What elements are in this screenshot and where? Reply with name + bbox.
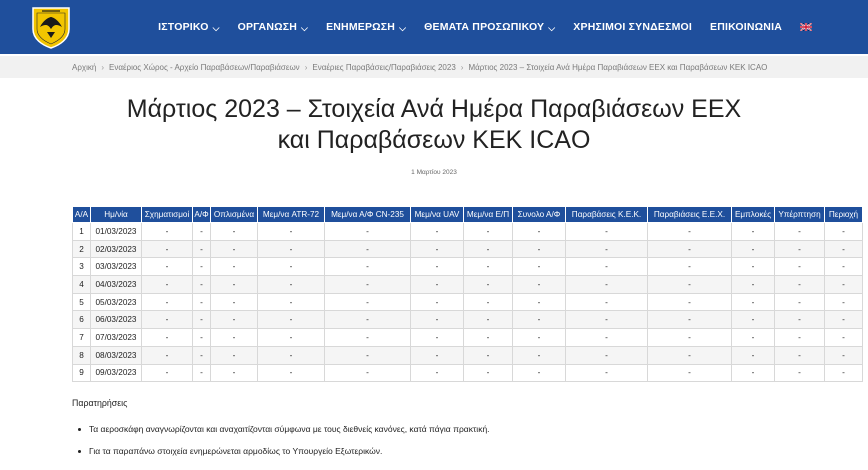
table-cell: - <box>648 311 732 329</box>
chevron-down-icon: ⌵ <box>301 22 309 33</box>
table-cell: - <box>258 329 325 347</box>
table-cell: - <box>566 311 648 329</box>
table-cell: - <box>825 311 863 329</box>
column-header: Μεμ/να UAV <box>411 207 464 223</box>
column-header: Ημ/νία <box>91 207 142 223</box>
table-cell: - <box>464 276 513 294</box>
table-row <box>73 258 863 276</box>
table-cell: - <box>775 329 825 347</box>
table-cell: 07/03/2023 <box>91 329 142 347</box>
table-cell: - <box>775 364 825 382</box>
table-cell: - <box>325 311 411 329</box>
table-cell: - <box>325 240 411 258</box>
table-cell: - <box>193 364 211 382</box>
table-cell: - <box>775 293 825 311</box>
table-cell: - <box>211 311 258 329</box>
table-cell: - <box>732 364 775 382</box>
table-row <box>73 329 863 347</box>
table-cell: - <box>464 223 513 241</box>
table-cell: - <box>142 258 193 276</box>
table-cell: - <box>411 240 464 258</box>
table-cell: - <box>825 346 863 364</box>
page-title-line2: και Παραβάσεων ΚΕΚ ICAO <box>277 126 591 154</box>
table-cell: - <box>258 223 325 241</box>
table-cell: - <box>258 346 325 364</box>
table-cell: - <box>211 258 258 276</box>
table-row <box>73 240 863 258</box>
nav-item-label: ΧΡΗΣΙΜΟΙ ΣΥΝΔΕΣΜΟΙ <box>573 21 693 33</box>
table-cell: - <box>464 240 513 258</box>
column-header: Α/Φ <box>193 207 211 223</box>
table-cell: - <box>825 276 863 294</box>
table-cell: - <box>513 364 566 382</box>
table-cell: - <box>193 223 211 241</box>
violations-table-wrapper <box>72 206 859 382</box>
column-header: Οπλισμένα <box>211 207 258 223</box>
table-cell: 7 <box>73 329 91 347</box>
column-header: Παραβάσεις Κ.Ε.Κ. <box>566 207 648 223</box>
table-cell: 05/03/2023 <box>91 293 142 311</box>
column-header: Μεμ/να Α/Φ CN-235 <box>325 207 411 223</box>
table-cell: - <box>513 293 566 311</box>
table-cell: - <box>142 223 193 241</box>
table-cell: - <box>258 311 325 329</box>
table-cell: - <box>732 293 775 311</box>
table-cell: - <box>211 329 258 347</box>
table-cell: - <box>648 240 732 258</box>
table-row <box>73 311 863 329</box>
breadcrumb-separator: › <box>304 63 308 72</box>
table-cell: - <box>732 258 775 276</box>
table-cell: - <box>732 240 775 258</box>
column-header: Α/Α <box>73 207 91 223</box>
table-cell: - <box>513 223 566 241</box>
air-force-shield-logo[interactable] <box>30 5 72 49</box>
table-cell: 4 <box>73 276 91 294</box>
page-title-line1: Μάρτιος 2023 – Στοιχεία Ανά Ημέρα Παραβιάσεων ΕΕΧ <box>126 95 742 123</box>
table-cell: - <box>193 311 211 329</box>
nav-item-2[interactable] <box>238 0 308 54</box>
table-cell: - <box>513 329 566 347</box>
table-cell: 03/03/2023 <box>91 258 142 276</box>
table-cell: - <box>211 293 258 311</box>
table-cell: - <box>142 364 193 382</box>
chevron-down-icon: ⌵ <box>548 22 556 33</box>
table-cell: - <box>325 329 411 347</box>
breadcrumb <box>0 56 868 78</box>
site-header <box>0 0 868 54</box>
table-cell: - <box>648 364 732 382</box>
table-cell: - <box>566 293 648 311</box>
table-cell: - <box>566 276 648 294</box>
nav-item-6[interactable] <box>710 0 782 54</box>
table-cell: 2 <box>73 240 91 258</box>
table-cell: - <box>464 364 513 382</box>
table-cell: - <box>825 258 863 276</box>
nav-item-label: ΘΕΜΑΤΑ ΠΡΟΣΩΠΙΚΟΥ <box>424 21 545 33</box>
table-cell: - <box>464 258 513 276</box>
table-cell: - <box>258 258 325 276</box>
table-cell: - <box>732 346 775 364</box>
table-cell: - <box>513 311 566 329</box>
table-cell: - <box>258 240 325 258</box>
breadcrumb-item-3[interactable]: Εναέριες Παραβάσεις/Παραβιάσεις 2023 <box>312 63 456 72</box>
table-cell: - <box>464 293 513 311</box>
column-header: Υπέρπτηση <box>775 207 825 223</box>
table-cell: - <box>193 258 211 276</box>
table-cell: - <box>775 258 825 276</box>
table-cell: - <box>193 276 211 294</box>
table-cell: - <box>825 293 863 311</box>
notes-heading: Παρατηρήσεις <box>72 398 128 408</box>
violations-table <box>72 206 863 382</box>
table-cell: - <box>566 223 648 241</box>
table-row <box>73 364 863 382</box>
table-cell: - <box>411 293 464 311</box>
table-cell: - <box>566 364 648 382</box>
table-cell: 6 <box>73 311 91 329</box>
nav-item-1[interactable] <box>158 0 219 54</box>
table-cell: - <box>464 311 513 329</box>
table-cell: - <box>325 276 411 294</box>
table-cell: - <box>464 346 513 364</box>
breadcrumb-separator: › <box>460 63 464 72</box>
column-header: Σχηματισμοί <box>142 207 193 223</box>
post-date: 1 Μαρτίου 2023 <box>411 169 457 176</box>
note-item <box>72 424 490 434</box>
table-cell: - <box>775 346 825 364</box>
breadcrumb-item-2[interactable]: Εναέριος Χώρος - Αρχείο Παραβάσεων/Παραβιάσεων <box>108 63 300 72</box>
table-cell: - <box>411 329 464 347</box>
table-cell: 02/03/2023 <box>91 240 142 258</box>
table-cell: 06/03/2023 <box>91 311 142 329</box>
table-cell: - <box>732 311 775 329</box>
nav-item-label: ΕΝΗΜΕΡΩΣΗ <box>326 21 396 33</box>
main-nav <box>158 0 868 54</box>
table-header-row <box>73 207 863 223</box>
breadcrumb-separator: › <box>101 63 104 72</box>
table-cell: 08/03/2023 <box>91 346 142 364</box>
table-cell: - <box>648 258 732 276</box>
table-cell: 3 <box>73 258 91 276</box>
table-cell: - <box>566 329 648 347</box>
table-cell: - <box>825 223 863 241</box>
nav-item-label: ΙΣΤΟΡΙΚΟ <box>158 21 209 33</box>
note-item <box>72 446 490 456</box>
table-cell: - <box>648 293 732 311</box>
notes-list <box>72 424 490 468</box>
table-cell: - <box>825 329 863 347</box>
table-cell: - <box>325 293 411 311</box>
table-cell: 04/03/2023 <box>91 276 142 294</box>
table-cell: - <box>648 223 732 241</box>
table-cell: - <box>566 240 648 258</box>
table-cell: - <box>211 276 258 294</box>
table-cell: - <box>325 364 411 382</box>
table-cell: - <box>775 223 825 241</box>
note-text: Για τα παραπάνω στοιχεία ενημερώνεται αρμοδίως το Υπουργείο Εξωτερικών. <box>89 446 383 456</box>
column-header: Παραβιάσεις Ε.Ε.Χ. <box>648 207 732 223</box>
table-cell: - <box>513 346 566 364</box>
table-cell: - <box>464 329 513 347</box>
table-cell: - <box>211 346 258 364</box>
table-cell: - <box>411 364 464 382</box>
page-title <box>100 94 768 156</box>
table-cell: - <box>325 258 411 276</box>
nav-item-5[interactable] <box>573 0 692 54</box>
table-cell: - <box>142 329 193 347</box>
table-cell: - <box>411 311 464 329</box>
table-row <box>73 223 863 241</box>
table-cell: - <box>193 346 211 364</box>
table-cell: - <box>775 311 825 329</box>
table-cell: - <box>513 240 566 258</box>
table-cell: - <box>142 346 193 364</box>
nav-item-label: ΟΡΓΑΝΩΣΗ <box>237 21 298 33</box>
table-cell: - <box>211 364 258 382</box>
uk-flag-icon[interactable] <box>800 0 812 54</box>
table-cell: - <box>193 329 211 347</box>
table-cell: 8 <box>73 346 91 364</box>
table-cell: - <box>325 346 411 364</box>
column-header: Συνολο Α/Φ <box>513 207 566 223</box>
chevron-down-icon: ⌵ <box>212 22 220 33</box>
table-cell: - <box>732 223 775 241</box>
column-header: Εμπλοκές <box>732 207 775 223</box>
table-cell: - <box>411 346 464 364</box>
table-row <box>73 293 863 311</box>
table-cell: - <box>775 276 825 294</box>
table-cell: - <box>142 311 193 329</box>
table-cell: - <box>566 346 648 364</box>
table-cell: 1 <box>73 223 91 241</box>
breadcrumb-item-1[interactable]: Αρχική <box>72 63 97 72</box>
table-cell: 9 <box>73 364 91 382</box>
note-text: Τα αεροσκάφη αναγνωρίζονται και αναχαιτίζονται σύμφωνα με τους διεθνείς κανόνες, κατά πάγια πρακτική. <box>89 424 490 434</box>
table-cell: - <box>258 293 325 311</box>
table-cell: 5 <box>73 293 91 311</box>
table-cell: - <box>648 276 732 294</box>
bullet-icon <box>78 450 81 453</box>
chevron-down-icon: ⌵ <box>399 22 407 33</box>
table-cell: - <box>732 276 775 294</box>
table-cell: - <box>648 329 732 347</box>
table-row <box>73 276 863 294</box>
table-cell: - <box>211 223 258 241</box>
table-cell: - <box>142 240 193 258</box>
table-cell: - <box>513 258 566 276</box>
column-header: Μεμ/να Ε/Π <box>464 207 513 223</box>
table-cell: - <box>566 258 648 276</box>
column-header: Μεμ/να ATR-72 <box>258 207 325 223</box>
table-cell: - <box>258 364 325 382</box>
table-cell: - <box>825 364 863 382</box>
table-cell: - <box>193 293 211 311</box>
table-cell: 09/03/2023 <box>91 364 142 382</box>
table-cell: - <box>411 258 464 276</box>
table-cell: - <box>513 276 566 294</box>
nav-item-4[interactable] <box>424 0 555 54</box>
table-cell: - <box>775 240 825 258</box>
table-cell: - <box>411 223 464 241</box>
breadcrumb-item-4: Μάρτιος 2023 – Στοιχεία Ανά Ημέρα Παραβιάσεων ΕΕΧ και Παραβάσεων ΚΕΚ ICAO <box>468 63 768 72</box>
nav-item-3[interactable] <box>326 0 406 54</box>
nav-item-label: ΕΠΙΚΟΙΝΩΝΙΑ <box>710 21 782 33</box>
table-cell: - <box>258 276 325 294</box>
table-row <box>73 346 863 364</box>
table-cell: - <box>211 240 258 258</box>
table-cell: 01/03/2023 <box>91 223 142 241</box>
table-cell: - <box>825 240 863 258</box>
table-cell: - <box>142 293 193 311</box>
table-cell: - <box>325 223 411 241</box>
table-cell: - <box>732 329 775 347</box>
table-cell: - <box>411 276 464 294</box>
column-header: Περιοχή <box>825 207 863 223</box>
bullet-icon <box>78 428 81 431</box>
table-cell: - <box>142 276 193 294</box>
table-cell: - <box>193 240 211 258</box>
table-cell: - <box>648 346 732 364</box>
